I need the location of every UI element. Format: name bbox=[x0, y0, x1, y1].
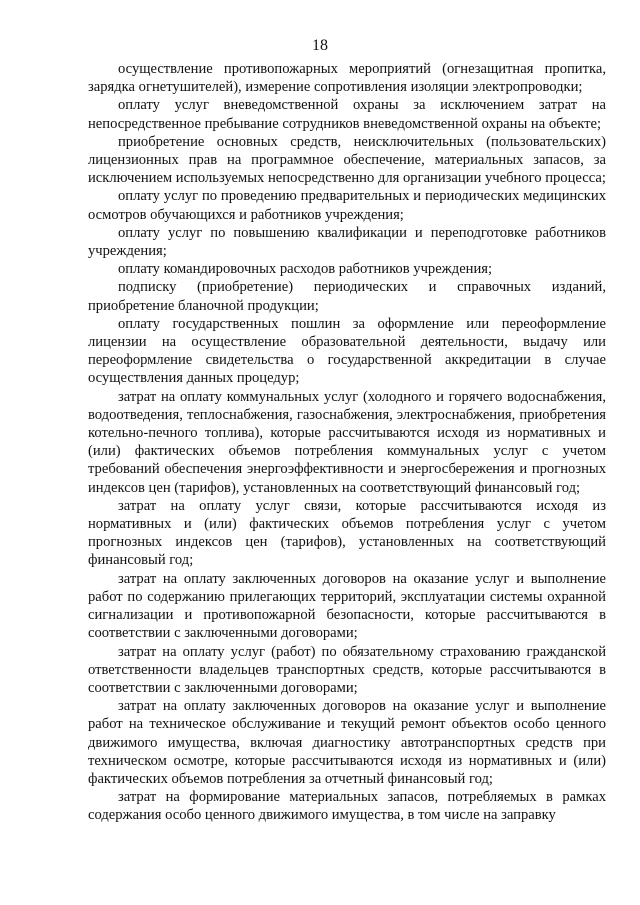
paragraph: затрат на формирование материальных запасов, потребляемых в рамках содержания особо ценного движимого имущества, в том числе на заправку bbox=[88, 789, 606, 824]
paragraph: оплату государственных пошлин за оформление или переоформление лицензии на осуществление образовательной деятельности, выдачу или переоформление свидетельства о государственной аккредитации в случае осуществления данных процедур; bbox=[88, 315, 606, 387]
paragraph: затрат на оплату заключенных договоров на оказание услуг и выполнение работ по содержанию прилегающих территорий, эксплуатации системы охранной сигнализации и противопожарной безопасности, которые рассчитываются в соответствии с заключенными договорами; bbox=[88, 570, 606, 642]
page-number: 18 bbox=[312, 37, 328, 54]
paragraph: оплату командировочных расходов работников учреждения; bbox=[118, 261, 493, 278]
paragraph: затрат на оплату коммунальных услуг (холодного и горячего водоснабжения, водоотведения, теплоснабжения, газоснабжения, электроснабжения, приобретения котельно-печного топлива), которые рассчитываются исходя из нормативных и (или) фактических объемов потребления коммунальных услуг с учетом требований обеспечения энергоэффективности и энергосбережения и прогнозных индексов цен (тарифов), установленных на соответствующий финансовый год; bbox=[88, 388, 606, 496]
paragraph: оплату услуг вневедомственной охраны за исключением затрат на непосредственное пребывание сотрудников вневедомственной охраны на объекте; bbox=[88, 97, 606, 132]
paragraph: оплату услуг по проведению предварительных и периодических медицинских осмотров обучающихся и работников учреждения; bbox=[88, 188, 606, 223]
paragraph: затрат на оплату услуг связи, которые рассчитываются исходя из нормативных и (или) фактических объемов потребления услуг с учетом прогнозных индексов цен (тарифов), установленных на соответствующий финансовый год; bbox=[88, 497, 606, 569]
paragraph: затрат на оплату заключенных договоров на оказание услуг и выполнение работ на техническое обслуживание и текущий ремонт объектов особо ценного движимого имущества, включая диагностику автотранспортных средств при техническом осмотре, которые рассчитываются исходя из нормативных и (или) фактических объемов потребления за отчетный финансовый год; bbox=[88, 698, 606, 787]
paragraph: осуществление противопожарных мероприятий (огнезащитная пропитка, зарядка огнетушителей), измерение сопротивления изоляции электропроводки; bbox=[88, 61, 606, 96]
document-body bbox=[88, 60, 606, 825]
paragraph: подписку (приобретение) периодических и справочных изданий, приобретение бланочной продукции; bbox=[88, 279, 606, 314]
paragraph: оплату услуг по повышению квалификации и переподготовке работников учреждения; bbox=[88, 224, 606, 260]
paragraph: приобретение основных средств, неисключительных (пользовательских) лицензионных прав на программное обеспечение, материальных запасов, за исключением используемых непосредственно для организации учебного процесса; bbox=[88, 133, 606, 187]
paragraph: затрат на оплату услуг (работ) по обязательному страхованию гражданской ответственности владельцев транспортных средств, которые рассчитываются в соответствии с заключенными договорами; bbox=[88, 643, 606, 696]
